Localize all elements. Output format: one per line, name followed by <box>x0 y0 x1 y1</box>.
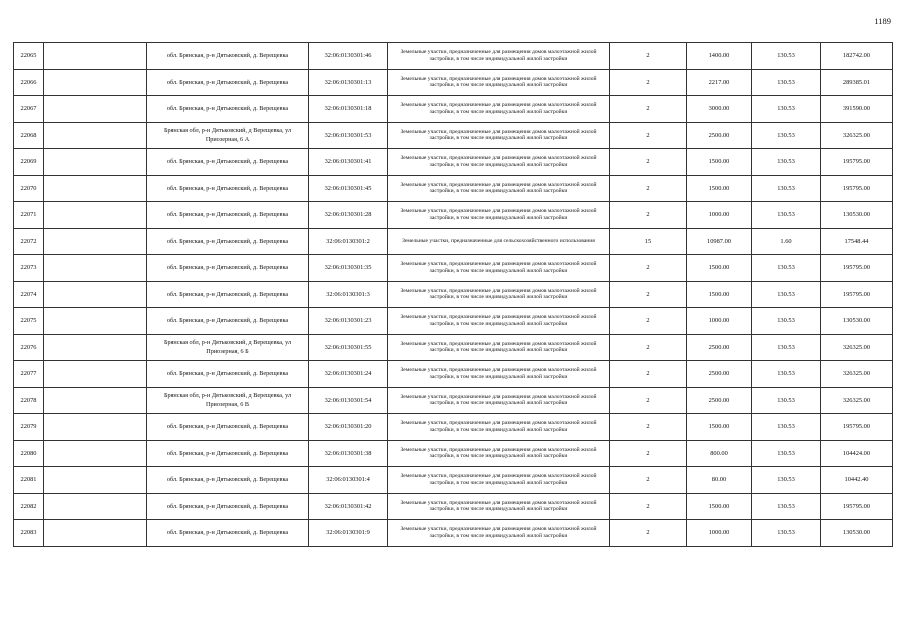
area-cell: 2500.00 <box>687 387 752 414</box>
area-cell: 1500.00 <box>687 149 752 176</box>
address-cell: обл. Брянская, р-н Дятьковский, д. Верещевка <box>147 308 309 335</box>
empty-cell <box>44 69 147 96</box>
row-number: 22083 <box>14 520 44 547</box>
group-cell: 2 <box>610 122 687 149</box>
empty-cell <box>44 387 147 414</box>
cadastral-number-cell: 32:06:0130301:45 <box>309 175 388 202</box>
row-number: 22070 <box>14 175 44 202</box>
cadastral-number-cell: 32:06:0130301:3 <box>309 281 388 308</box>
table-row <box>14 520 893 547</box>
group-cell: 2 <box>610 96 687 123</box>
empty-cell <box>44 308 147 335</box>
row-number: 22076 <box>14 334 44 361</box>
specific-value-cell: 1.60 <box>752 228 821 255</box>
cadastral-value-cell: 195795.00 <box>821 175 893 202</box>
land-use-cell: Земельные участки, предназначенные для размещения домов малоэтажной жилой застройки, в том числе индивидуальной жилой застройки <box>388 96 610 123</box>
group-cell: 2 <box>610 149 687 176</box>
address-cell: Брянская обл, р-н Дятьковский, д Верещевка, ул Приозерная, 6 А <box>147 122 309 149</box>
row-number: 22075 <box>14 308 44 335</box>
area-cell: 2500.00 <box>687 122 752 149</box>
area-cell: 1400.00 <box>687 43 752 70</box>
address-cell: обл. Брянская, р-н Дятьковский, д. Верещевка <box>147 69 309 96</box>
cadastral-value-cell: 326325.00 <box>821 361 893 388</box>
page-number: 1189 <box>874 16 891 26</box>
specific-value-cell: 130.53 <box>752 520 821 547</box>
row-number: 22065 <box>14 43 44 70</box>
table-row <box>14 414 893 441</box>
specific-value-cell: 130.53 <box>752 122 821 149</box>
table-row <box>14 387 893 414</box>
specific-value-cell: 130.53 <box>752 43 821 70</box>
group-cell: 15 <box>610 228 687 255</box>
table-row <box>14 255 893 282</box>
row-number: 22074 <box>14 281 44 308</box>
table-row <box>14 440 893 467</box>
row-number: 22072 <box>14 228 44 255</box>
specific-value-cell: 130.53 <box>752 387 821 414</box>
empty-cell <box>44 255 147 282</box>
cadastral-value-cell: 195795.00 <box>821 255 893 282</box>
empty-cell <box>44 149 147 176</box>
land-use-cell: Земельные участки, предназначенные для размещения домов малоэтажной жилой застройки, в том числе индивидуальной жилой застройки <box>388 414 610 441</box>
empty-cell <box>44 414 147 441</box>
cadastral-value-cell: 130530.00 <box>821 308 893 335</box>
cadastral-value-cell: 104424.00 <box>821 440 893 467</box>
specific-value-cell: 130.53 <box>752 149 821 176</box>
area-cell: 2500.00 <box>687 334 752 361</box>
land-use-cell: Земельные участки, предназначенные для размещения домов малоэтажной жилой застройки, в том числе индивидуальной жилой застройки <box>388 43 610 70</box>
group-cell: 2 <box>610 361 687 388</box>
row-number: 22067 <box>14 96 44 123</box>
cadastral-value-cell: 195795.00 <box>821 493 893 520</box>
address-cell: Брянская обл, р-н Дятьковский, д Верещевка, ул Приозерная, 6 В <box>147 387 309 414</box>
group-cell: 2 <box>610 255 687 282</box>
cadastral-number-cell: 32:06:0130301:20 <box>309 414 388 441</box>
address-cell: обл. Брянская, р-н Дятьковский, д. Верещевка <box>147 520 309 547</box>
empty-cell <box>44 281 147 308</box>
specific-value-cell: 130.53 <box>752 255 821 282</box>
cadastral-number-cell: 32:06:0130301:13 <box>309 69 388 96</box>
row-number: 22071 <box>14 202 44 229</box>
table-row <box>14 175 893 202</box>
empty-cell <box>44 493 147 520</box>
land-use-cell: Земельные участки, предназначенные для размещения домов малоэтажной жилой застройки, в том числе индивидуальной жилой застройки <box>388 520 610 547</box>
address-cell: обл. Брянская, р-н Дятьковский, д. Верещевка <box>147 493 309 520</box>
address-cell: обл. Брянская, р-н Дятьковский, д. Верещевка <box>147 414 309 441</box>
cadastral-value-cell: 17548.44 <box>821 228 893 255</box>
land-use-cell: Земельные участки, предназначенные для размещения домов малоэтажной жилой застройки, в том числе индивидуальной жилой застройки <box>388 122 610 149</box>
cadastral-value-table <box>13 42 893 547</box>
table-row <box>14 361 893 388</box>
specific-value-cell: 130.53 <box>752 308 821 335</box>
cadastral-number-cell: 32:06:0130301:24 <box>309 361 388 388</box>
area-cell: 1500.00 <box>687 414 752 441</box>
cadastral-value-cell: 10442.40 <box>821 467 893 494</box>
table-row <box>14 308 893 335</box>
land-use-cell: Земельные участки, предназначенные для размещения домов малоэтажной жилой застройки, в том числе индивидуальной жилой застройки <box>388 202 610 229</box>
cadastral-value-cell: 326325.00 <box>821 334 893 361</box>
group-cell: 2 <box>610 281 687 308</box>
empty-cell <box>44 202 147 229</box>
land-use-cell: Земельные участки, предназначенные для размещения домов малоэтажной жилой застройки, в том числе индивидуальной жилой застройки <box>388 255 610 282</box>
cadastral-number-cell: 32:06:0130301:46 <box>309 43 388 70</box>
cadastral-value-cell: 130530.00 <box>821 520 893 547</box>
land-use-cell: Земельные участки, предназначенные для размещения домов малоэтажной жилой застройки, в том числе индивидуальной жилой застройки <box>388 149 610 176</box>
land-use-cell: Земельные участки, предназначенные для размещения домов малоэтажной жилой застройки, в том числе индивидуальной жилой застройки <box>388 334 610 361</box>
cadastral-number-cell: 32:06:0130301:38 <box>309 440 388 467</box>
address-cell: обл. Брянская, р-н Дятьковский, д. Верещевка <box>147 175 309 202</box>
cadastral-number-cell: 32:06:0130301:23 <box>309 308 388 335</box>
area-cell: 1000.00 <box>687 308 752 335</box>
cadastral-number-cell: 32:06:0130301:18 <box>309 96 388 123</box>
group-cell: 2 <box>610 493 687 520</box>
address-cell: Брянская обл, р-н Дятьковский, д Верещевка, ул Приозерная, 6 Б <box>147 334 309 361</box>
table-row <box>14 281 893 308</box>
address-cell: обл. Брянская, р-н Дятьковский, д. Верещевка <box>147 255 309 282</box>
group-cell: 2 <box>610 202 687 229</box>
empty-cell <box>44 334 147 361</box>
cadastral-value-cell: 326325.00 <box>821 122 893 149</box>
empty-cell <box>44 175 147 202</box>
group-cell: 2 <box>610 175 687 202</box>
address-cell: обл. Брянская, р-н Дятьковский, д. Верещевка <box>147 467 309 494</box>
group-cell: 2 <box>610 414 687 441</box>
row-number: 22080 <box>14 440 44 467</box>
specific-value-cell: 130.53 <box>752 334 821 361</box>
land-use-cell: Земельные участки, предназначенные для размещения домов малоэтажной жилой застройки, в том числе индивидуальной жилой застройки <box>388 467 610 494</box>
group-cell: 2 <box>610 440 687 467</box>
area-cell: 800.00 <box>687 440 752 467</box>
land-use-cell: Земельные участки, предназначенные для сельскохозяйственного использования <box>388 228 610 255</box>
empty-cell <box>44 43 147 70</box>
area-cell: 1500.00 <box>687 175 752 202</box>
row-number: 22077 <box>14 361 44 388</box>
cadastral-number-cell: 32:06:0130301:4 <box>309 467 388 494</box>
specific-value-cell: 130.53 <box>752 69 821 96</box>
empty-cell <box>44 361 147 388</box>
address-cell: обл. Брянская, р-н Дятьковский, д. Верещевка <box>147 361 309 388</box>
row-number: 22069 <box>14 149 44 176</box>
land-use-cell: Земельные участки, предназначенные для размещения домов малоэтажной жилой застройки, в том числе индивидуальной жилой застройки <box>388 440 610 467</box>
area-cell: 10987.00 <box>687 228 752 255</box>
specific-value-cell: 130.53 <box>752 440 821 467</box>
row-number: 22078 <box>14 387 44 414</box>
area-cell: 1500.00 <box>687 255 752 282</box>
land-use-cell: Земельные участки, предназначенные для размещения домов малоэтажной жилой застройки, в том числе индивидуальной жилой застройки <box>388 281 610 308</box>
specific-value-cell: 130.53 <box>752 281 821 308</box>
area-cell: 1500.00 <box>687 493 752 520</box>
address-cell: обл. Брянская, р-н Дятьковский, д. Верещевка <box>147 440 309 467</box>
cadastral-number-cell: 32:06:0130301:42 <box>309 493 388 520</box>
table-row <box>14 228 893 255</box>
cadastral-value-cell: 289385.01 <box>821 69 893 96</box>
land-use-cell: Земельные участки, предназначенные для размещения домов малоэтажной жилой застройки, в том числе индивидуальной жилой застройки <box>388 361 610 388</box>
group-cell: 2 <box>610 308 687 335</box>
row-number: 22068 <box>14 122 44 149</box>
specific-value-cell: 130.53 <box>752 175 821 202</box>
specific-value-cell: 130.53 <box>752 96 821 123</box>
area-cell: 2217.00 <box>687 69 752 96</box>
specific-value-cell: 130.53 <box>752 414 821 441</box>
area-cell: 80.00 <box>687 467 752 494</box>
address-cell: обл. Брянская, р-н Дятьковский, д. Верещевка <box>147 281 309 308</box>
address-cell: обл. Брянская, р-н Дятьковский, д. Верещевка <box>147 43 309 70</box>
table-row <box>14 43 893 70</box>
empty-cell <box>44 467 147 494</box>
empty-cell <box>44 96 147 123</box>
empty-cell <box>44 520 147 547</box>
group-cell: 2 <box>610 43 687 70</box>
address-cell: обл. Брянская, р-н Дятьковский, д. Верещевка <box>147 228 309 255</box>
land-use-cell: Земельные участки, предназначенные для размещения домов малоэтажной жилой застройки, в том числе индивидуальной жилой застройки <box>388 308 610 335</box>
land-use-cell: Земельные участки, предназначенные для размещения домов малоэтажной жилой застройки, в том числе индивидуальной жилой застройки <box>388 69 610 96</box>
row-number: 22082 <box>14 493 44 520</box>
cadastral-number-cell: 32:06:0130301:28 <box>309 202 388 229</box>
address-cell: обл. Брянская, р-н Дятьковский, д. Верещевка <box>147 96 309 123</box>
area-cell: 2500.00 <box>687 361 752 388</box>
cadastral-number-cell: 32:06:0130301:2 <box>309 228 388 255</box>
area-cell: 1000.00 <box>687 520 752 547</box>
specific-value-cell: 130.53 <box>752 467 821 494</box>
cadastral-number-cell: 32:06:0130301:9 <box>309 520 388 547</box>
table-row <box>14 467 893 494</box>
cadastral-number-cell: 32:06:0130301:55 <box>309 334 388 361</box>
cadastral-value-cell: 391590.00 <box>821 96 893 123</box>
group-cell: 2 <box>610 467 687 494</box>
row-number: 22066 <box>14 69 44 96</box>
cadastral-value-cell: 195795.00 <box>821 149 893 176</box>
cadastral-value-cell: 326325.00 <box>821 387 893 414</box>
address-cell: обл. Брянская, р-н Дятьковский, д. Верещевка <box>147 202 309 229</box>
cadastral-value-cell: 195795.00 <box>821 281 893 308</box>
row-number: 22081 <box>14 467 44 494</box>
land-use-cell: Земельные участки, предназначенные для размещения домов малоэтажной жилой застройки, в том числе индивидуальной жилой застройки <box>388 387 610 414</box>
table-row <box>14 69 893 96</box>
specific-value-cell: 130.53 <box>752 202 821 229</box>
cadastral-value-cell: 195795.00 <box>821 414 893 441</box>
table-row <box>14 149 893 176</box>
cadastral-number-cell: 32:06:0130301:35 <box>309 255 388 282</box>
group-cell: 2 <box>610 520 687 547</box>
group-cell: 2 <box>610 387 687 414</box>
table-row <box>14 334 893 361</box>
cadastral-number-cell: 32:06:0130301:41 <box>309 149 388 176</box>
empty-cell <box>44 228 147 255</box>
cadastral-value-cell: 130530.00 <box>821 202 893 229</box>
specific-value-cell: 130.53 <box>752 361 821 388</box>
row-number: 22079 <box>14 414 44 441</box>
group-cell: 2 <box>610 69 687 96</box>
cadastral-number-cell: 32:06:0130301:53 <box>309 122 388 149</box>
cadastral-number-cell: 32:06:0130301:54 <box>309 387 388 414</box>
empty-cell <box>44 440 147 467</box>
cadastral-value-cell: 182742.00 <box>821 43 893 70</box>
land-use-cell: Земельные участки, предназначенные для размещения домов малоэтажной жилой застройки, в том числе индивидуальной жилой застройки <box>388 493 610 520</box>
table-row <box>14 202 893 229</box>
area-cell: 3000.00 <box>687 96 752 123</box>
group-cell: 2 <box>610 334 687 361</box>
address-cell: обл. Брянская, р-н Дятьковский, д. Верещевка <box>147 149 309 176</box>
area-cell: 1500.00 <box>687 281 752 308</box>
table-row <box>14 96 893 123</box>
empty-cell <box>44 122 147 149</box>
specific-value-cell: 130.53 <box>752 493 821 520</box>
table-row <box>14 122 893 149</box>
area-cell: 1000.00 <box>687 202 752 229</box>
table-row <box>14 493 893 520</box>
row-number: 22073 <box>14 255 44 282</box>
land-use-cell: Земельные участки, предназначенные для размещения домов малоэтажной жилой застройки, в том числе индивидуальной жилой застройки <box>388 175 610 202</box>
